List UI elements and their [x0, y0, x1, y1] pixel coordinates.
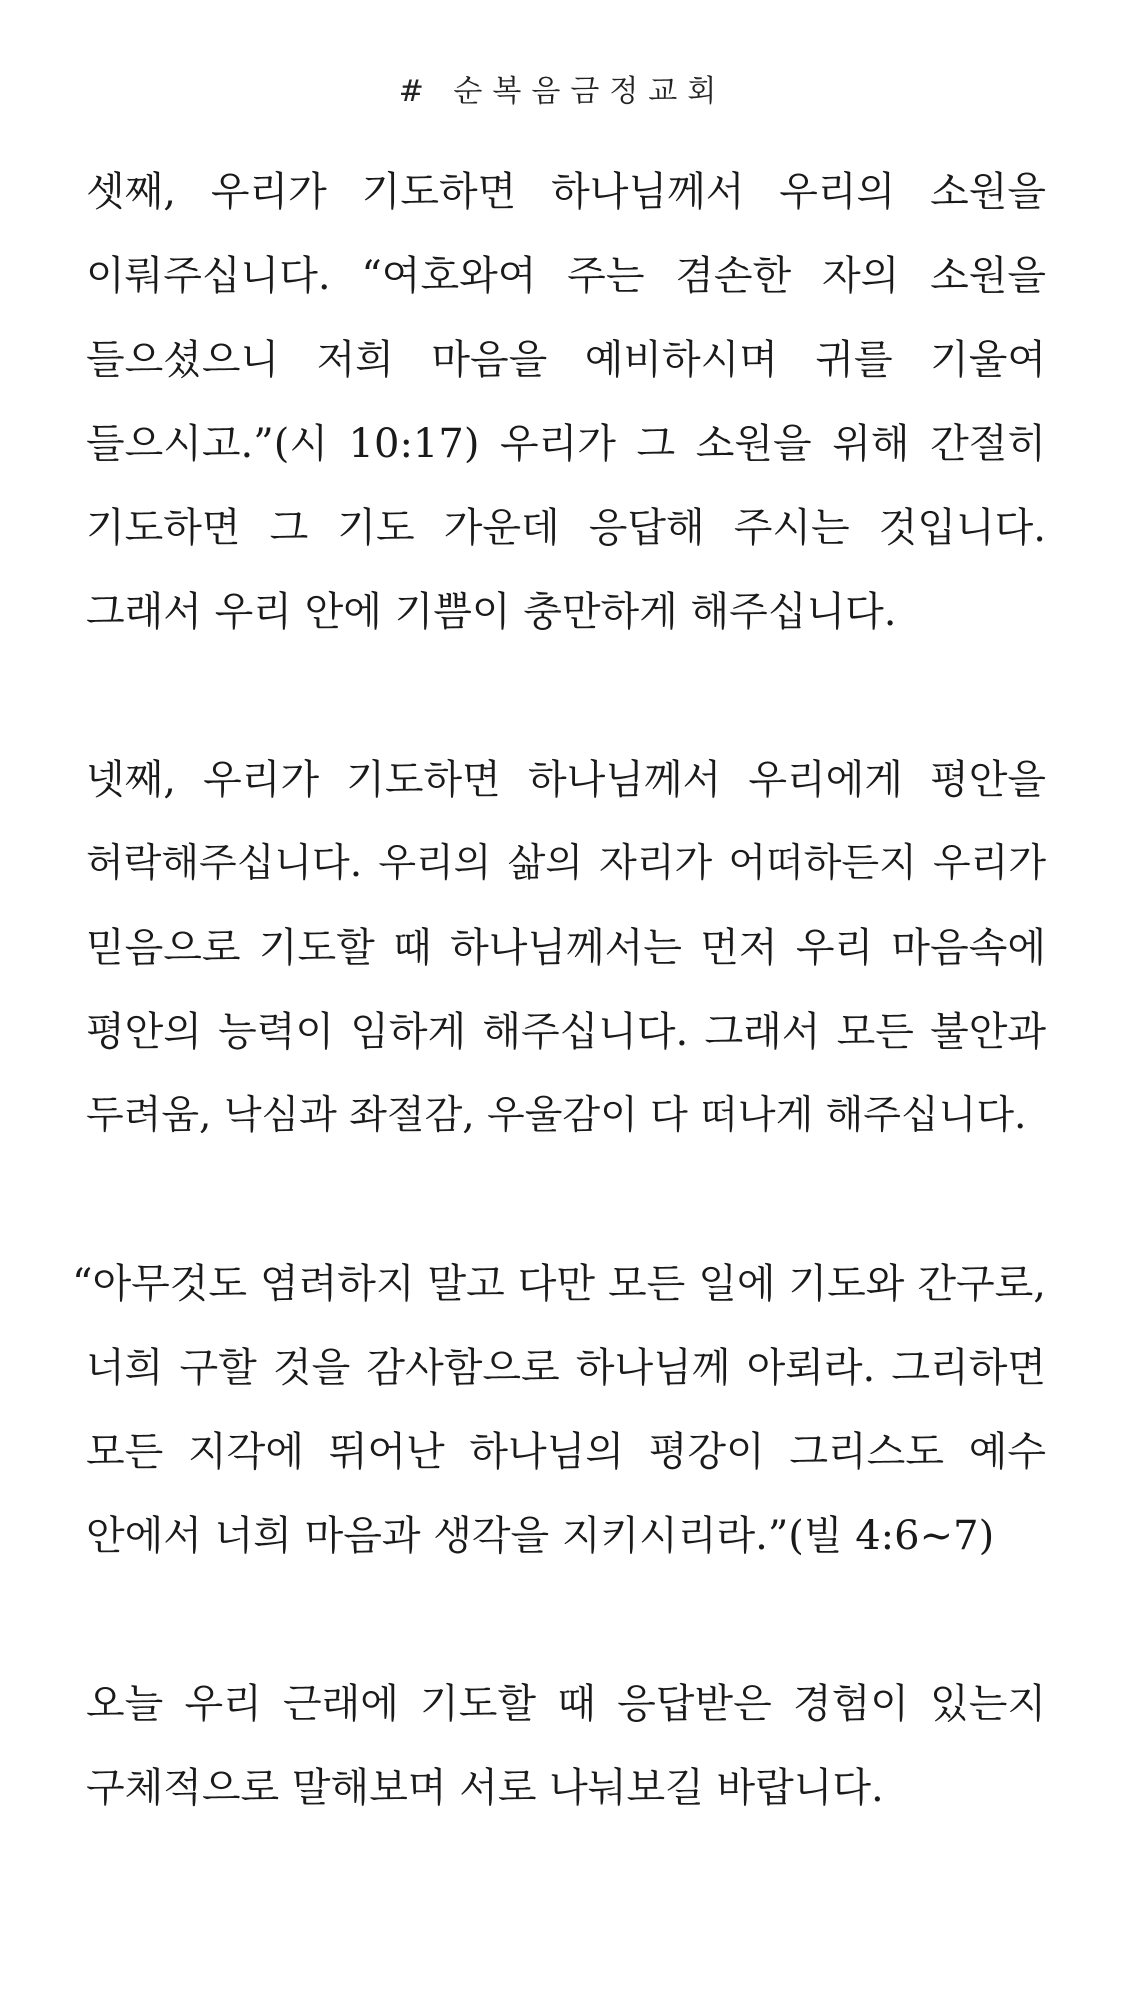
text-line: 넷째, 우리가 기도하면 하나님께서 우리에게 평안을	[86, 757, 1046, 803]
text-line: 안에서 너희 마음과 생각을 지키시리라.”(빌 4:6~7)	[86, 1513, 995, 1559]
text-line: 셋째, 우리가 기도하면 하나님께서 우리의 소원을	[86, 169, 1046, 215]
text-line: 들으시고.”(시 10:17) 우리가 그 소원을 위해 간절히	[86, 421, 1046, 467]
text-line: 기도하면 그 기도 가운데 응답해 주시는 것입니다.	[86, 505, 1046, 551]
text-line: 평안의 능력이 임하게 해주십니다. 그래서 모든 불안과	[86, 1009, 1046, 1055]
text-line: 들으셨으니 저희 마음을 예비하시며 귀를 기울여	[86, 337, 1046, 383]
text-line: 이뤄주십니다. “여호와여 주는 겸손한 자의 소원을	[86, 253, 1046, 299]
paragraph-discussion-prompt	[86, 1662, 1046, 1830]
paragraph-third-point	[86, 150, 1046, 654]
text-line: 믿음으로 기도할 때 하나님께서는 먼저 우리 마음속에	[86, 925, 1046, 971]
text-line: “아무것도 염려하지 말고 다만 모든 일에 기도와 간구로,	[72, 1261, 1046, 1307]
text-line: 두려움, 낙심과 좌절감, 우울감이 다 떠나게 해주십니다.	[86, 1093, 1027, 1138]
paragraph-gap	[86, 654, 1046, 738]
paragraph-gap	[86, 1578, 1046, 1662]
text-line: 모든 지각에 뛰어난 하나님의 평강이 그리스도 예수	[86, 1429, 1046, 1475]
church-header: # 순복음금정교회	[398, 74, 727, 109]
paragraph-scripture-quote	[72, 1242, 1046, 1578]
text-line: 오늘 우리 근래에 기도할 때 응답받은 경험이 있는지	[86, 1681, 1046, 1727]
text-line: 허락해주십니다. 우리의 삶의 자리가 어떠하든지 우리가	[86, 841, 1046, 886]
text-line: 그래서 우리 안에 기쁨이 충만하게 해주십니다.	[86, 589, 897, 635]
text-line: 너희 구할 것을 감사함으로 하나님께 아뢰라. 그리하면	[86, 1345, 1046, 1391]
paragraph-gap	[86, 1158, 1046, 1242]
body-text	[72, 150, 1046, 1830]
paragraph-fourth-point	[86, 738, 1046, 1158]
text-line: 구체적으로 말해보며 서로 나눠보길 바랍니다.	[86, 1765, 884, 1811]
